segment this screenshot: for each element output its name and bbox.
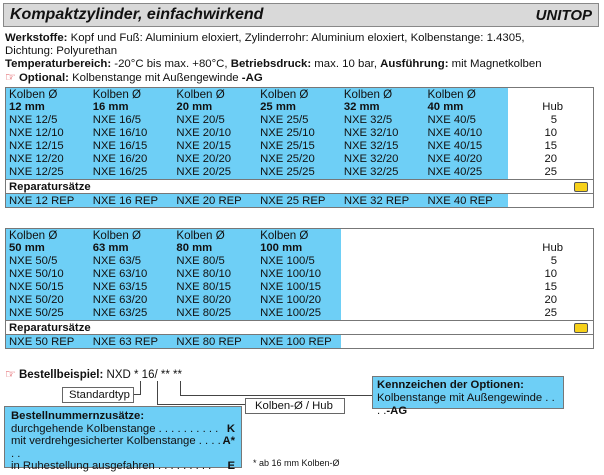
optional-label: Optional: — [18, 72, 69, 84]
connector-line — [157, 404, 245, 405]
suffix-dots: . . . . . . . . . — [154, 460, 212, 472]
options-title: Kennzeichen der Optionen: — [377, 379, 524, 391]
diameter-cell: 16 mm — [90, 101, 174, 114]
table-cell: NXE 32/20 — [341, 153, 425, 166]
table-cell: NXE 40/20 — [425, 153, 509, 166]
order-label: Bestellbeispiel: — [18, 369, 104, 381]
repair-kits-label — [6, 320, 593, 334]
materials-text: Kopf und Fuß: Aluminium eloxiert, Zylinderrohr: Aluminium eloxiert, Kolbenstange: 1.4305, — [67, 32, 525, 44]
table-cell: NXE 100/15 — [257, 281, 341, 294]
pointing-hand-icon: ☞ — [5, 70, 16, 84]
brand-name: UNITOP — [535, 6, 592, 24]
table-cell: NXE 40/5 — [425, 114, 509, 127]
table-cell: NXE 25/20 — [257, 153, 341, 166]
options-code: -AG — [386, 405, 408, 417]
hub-label: Hub — [508, 242, 593, 255]
optional-line — [5, 71, 599, 85]
table-row — [6, 166, 593, 179]
table-cell: NXE 12/25 — [6, 166, 90, 179]
page-title: Kompaktzylinder, einfachwirkend — [10, 6, 264, 23]
header-label: Kolben Ø — [6, 88, 90, 101]
header-label: Kolben Ø — [341, 88, 425, 101]
table-cell: NXE 40/10 — [425, 127, 509, 140]
table-cell: NXE 100/25 — [257, 307, 341, 320]
diameter-cell: 12 mm — [6, 101, 90, 114]
table-cell: NXE 20/10 — [173, 127, 257, 140]
optional-text: Kolbenstange mit Außengewinde — [68, 72, 242, 84]
header-label: Kolben Ø — [90, 88, 174, 101]
title-bar — [3, 3, 599, 27]
repair-kits-text: Reparatursätze — [9, 322, 91, 334]
table-cell: NXE 80/5 — [173, 255, 257, 268]
table-cell: NXE 80/20 — [173, 294, 257, 307]
header-label: Kolben Ø — [425, 88, 509, 101]
repair-kit-icon — [574, 182, 588, 192]
hub-value: 25 — [508, 307, 593, 320]
table-cell: NXE 50/20 — [6, 294, 90, 307]
table-cell: NXE 50/25 — [6, 307, 90, 320]
repair-kit-cell: NXE 16 REP — [90, 194, 174, 207]
table-row — [6, 140, 593, 153]
table-cell: NXE 32/25 — [341, 166, 425, 179]
repair-kit-cell: NXE 100 REP — [257, 335, 341, 348]
hub-value: 20 — [508, 294, 593, 307]
table-cell: NXE 80/25 — [173, 307, 257, 320]
table-cell: NXE 100/10 — [257, 268, 341, 281]
options-box — [372, 376, 564, 417]
suffix-label: in Ruhestellung ausgefahren — [11, 460, 155, 472]
suffix-dots: . . . . . . . . . . — [155, 422, 219, 435]
connector-line — [140, 381, 141, 395]
diameter-cell: 32 mm — [341, 101, 425, 114]
header-label: Kolben Ø — [90, 229, 174, 242]
suffix-item — [11, 423, 235, 436]
repair-kits-label — [6, 179, 593, 193]
header-label: Kolben Ø — [257, 88, 341, 101]
repair-kit-icon — [574, 323, 588, 333]
diameter-cell: 50 mm — [6, 242, 90, 255]
repair-kit-cell: NXE 12 REP — [6, 194, 90, 207]
table-cell: NXE 32/10 — [341, 127, 425, 140]
repair-kit-cell: NXE 80 REP — [173, 335, 257, 348]
repair-kit-cell: NXE 32 REP — [341, 194, 425, 207]
table-cell: NXE 20/25 — [173, 166, 257, 179]
hub-value: 15 — [508, 140, 593, 153]
pressure-text: max. 10 bar, — [311, 58, 381, 70]
pressure-label: Betriebsdruck: — [230, 58, 312, 70]
suffix-code: E — [227, 460, 235, 472]
hub-value: 10 — [508, 127, 593, 140]
standard-type-box — [62, 387, 134, 403]
kolben-hub-box — [245, 398, 345, 414]
hub-value: 25 — [508, 166, 593, 179]
diameter-cell: 25 mm — [257, 101, 341, 114]
table-cell: NXE 80/15 — [173, 281, 257, 294]
table-cell: NXE 32/5 — [341, 114, 425, 127]
options-text: Kolbenstange mit Außengewinde . . . . — [377, 392, 555, 417]
materials-line — [5, 32, 599, 45]
repair-kit-cell: NXE 40 REP — [425, 194, 509, 207]
repair-kit-cell: NXE 25 REP — [257, 194, 341, 207]
hub-value: 15 — [508, 281, 593, 294]
diameter-cell: 63 mm — [90, 242, 174, 255]
table-cell: NXE 63/25 — [90, 307, 174, 320]
hub-value: 5 — [508, 255, 593, 268]
hub-value: 20 — [508, 153, 593, 166]
materials-label: Werkstoffe: — [5, 32, 68, 44]
table-cell: NXE 16/25 — [90, 166, 174, 179]
table-cell: NXE 25/5 — [257, 114, 341, 127]
table-cell: NXE 50/10 — [6, 268, 90, 281]
table-header-row — [6, 229, 593, 242]
table-cell: NXE 32/15 — [341, 140, 425, 153]
diameter-cell: 100 mm — [257, 242, 341, 255]
standard-type-label: Standardtyp — [69, 389, 130, 401]
suffix-label: mit verdrehgesicherter Kolbenstange — [11, 435, 196, 447]
table-row — [6, 268, 593, 281]
order-suffix-title: Bestellnummernzusätze: — [11, 410, 145, 422]
cylinder-table-large — [5, 228, 594, 349]
table-cell: NXE 80/10 — [173, 268, 257, 281]
diameter-cell: 80 mm — [173, 242, 257, 255]
header-label: Kolben Ø — [6, 229, 90, 242]
table-cell: NXE 100/5 — [257, 255, 341, 268]
specs-line — [5, 58, 599, 71]
suffix-dots: . . . . . . — [11, 435, 221, 460]
suffix-item — [11, 435, 235, 460]
table-cell: NXE 40/25 — [425, 166, 509, 179]
diameter-cell: 20 mm — [173, 101, 257, 114]
seal-line — [5, 45, 599, 58]
cylinder-table-small — [5, 87, 594, 208]
repair-kit-cell: NXE 50 REP — [6, 335, 90, 348]
diameter-cell: 40 mm — [425, 101, 509, 114]
optional-code: -AG — [241, 72, 263, 84]
table-row — [6, 127, 593, 140]
connector-line — [180, 395, 372, 396]
repair-kits-row — [6, 334, 593, 348]
connector-line — [157, 381, 158, 405]
repair-kit-cell: NXE 20 REP — [173, 194, 257, 207]
temp-label: Temperaturbereich: — [5, 58, 112, 70]
header-label: Kolben Ø — [173, 88, 257, 101]
hub-value: 10 — [508, 268, 593, 281]
table-cell: NXE 16/20 — [90, 153, 174, 166]
footnote: * ab 16 mm Kolben-Ø — [253, 458, 340, 468]
table-row — [6, 153, 593, 166]
repair-kits-text: Reparatursätze — [9, 181, 91, 193]
table-cell: NXE 63/20 — [90, 294, 174, 307]
table-cell: NXE 12/10 — [6, 127, 90, 140]
order-suffix-box — [4, 406, 242, 472]
table-cell: NXE 12/5 — [6, 114, 90, 127]
hub-label: Hub — [508, 101, 593, 114]
table-cell: NXE 63/5 — [90, 255, 174, 268]
table-cell: NXE 100/20 — [257, 294, 341, 307]
table-row — [6, 281, 593, 294]
suffix-code: K — [226, 422, 235, 435]
table-row — [6, 255, 593, 268]
connector-line — [133, 394, 141, 395]
table-row — [6, 307, 593, 320]
kolben-hub-label: Kolben-Ø / Hub — [255, 400, 333, 412]
table-cell: NXE 12/15 — [6, 140, 90, 153]
suffix-item — [11, 460, 235, 473]
repair-kits-row — [6, 193, 593, 207]
table-cell: NXE 50/5 — [6, 255, 90, 268]
table-cell: NXE 16/5 — [90, 114, 174, 127]
table-cell: NXE 20/20 — [173, 153, 257, 166]
suffix-code: A* — [222, 435, 235, 447]
connector-line — [180, 381, 181, 396]
table-header-row — [6, 88, 593, 101]
options-line — [377, 392, 559, 418]
order-example — [5, 367, 182, 381]
table-cell: NXE 63/15 — [90, 281, 174, 294]
order-code: NXD * 16/ ** ** — [103, 369, 182, 381]
table-cell: NXE 16/10 — [90, 127, 174, 140]
repair-kit-cell: NXE 63 REP — [90, 335, 174, 348]
table-row — [6, 114, 593, 127]
table-cell: NXE 50/15 — [6, 281, 90, 294]
execution-text: mit Magnetkolben — [448, 58, 542, 70]
table-cell: NXE 25/10 — [257, 127, 341, 140]
table-cell: NXE 63/10 — [90, 268, 174, 281]
header-label: Kolben Ø — [173, 229, 257, 242]
hub-value: 5 — [508, 114, 593, 127]
table-row — [6, 294, 593, 307]
pointing-hand-icon: ☞ — [5, 367, 16, 381]
temp-text: -20°C bis max. +80°C, — [111, 58, 231, 70]
seal-text: Dichtung: Polyurethan — [5, 45, 118, 57]
table-diameter-row — [6, 242, 593, 255]
table-cell: NXE 25/25 — [257, 166, 341, 179]
suffix-label: durchgehende Kolbenstange — [11, 422, 156, 435]
table-cell: NXE 12/20 — [6, 153, 90, 166]
header-label: Kolben Ø — [257, 229, 341, 242]
table-diameter-row — [6, 101, 593, 114]
execution-label: Ausführung: — [380, 58, 449, 70]
table-cell: NXE 16/15 — [90, 140, 174, 153]
table-cell: NXE 20/5 — [173, 114, 257, 127]
table-cell: NXE 40/15 — [425, 140, 509, 153]
table-cell: NXE 25/15 — [257, 140, 341, 153]
table-cell: NXE 20/15 — [173, 140, 257, 153]
